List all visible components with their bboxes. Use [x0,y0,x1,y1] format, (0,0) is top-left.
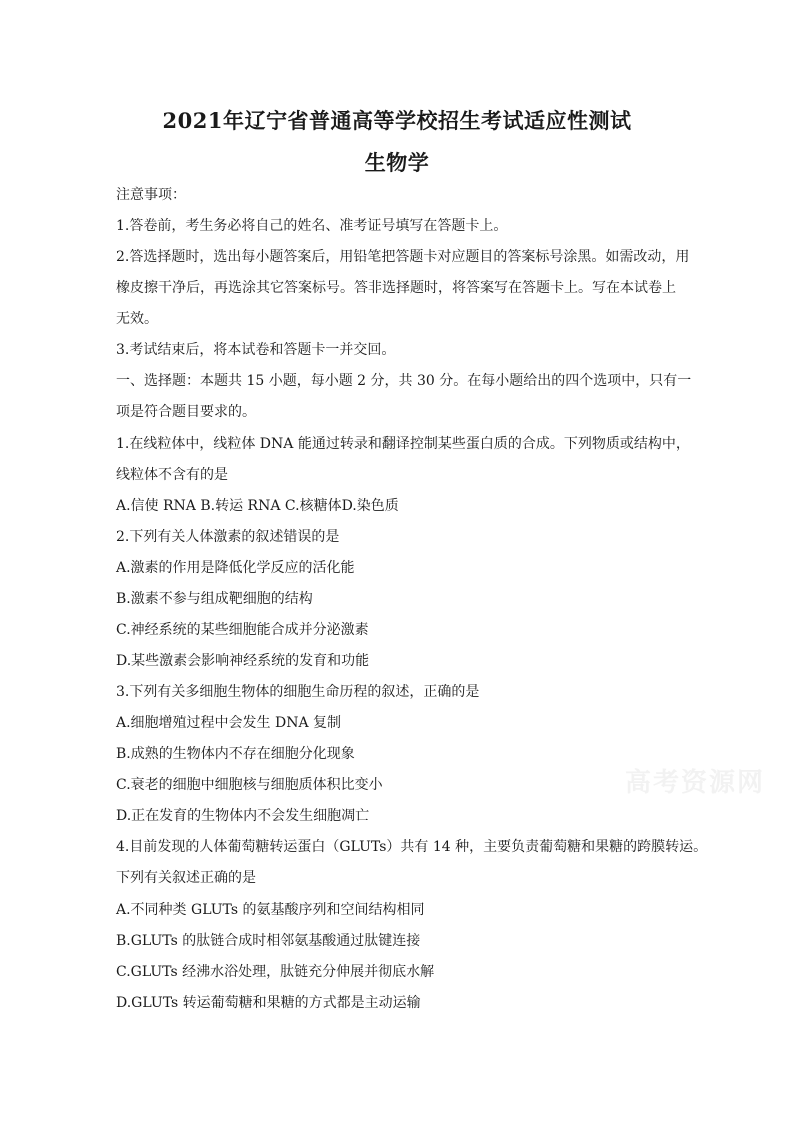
question-2-option-b: B.激素不参与组成靶细胞的结构 [116,591,313,607]
question-4-option-b: B.GLUTs 的肽链合成时相邻氨基酸通过肽键连接 [116,933,421,949]
question-1-stem-cont: 线粒体不含有的是 [116,467,228,483]
notice-heading: 注意事项： [116,187,186,203]
question-2-option-d: D.某些激素会影响神经系统的发育和功能 [116,653,370,669]
notice-item-2-end: 无效。 [116,311,158,327]
watermark: 高考资源网 [625,768,766,798]
question-4-stem: 4.目前发现的人体葡萄糖转运蛋白（GLUTs）共有 14 种，主要负责葡萄糖和果糖的跨膜转运。 [116,839,708,855]
question-3-option-c: C.衰老的细胞中细胞核与细胞质体积比变小 [116,777,383,793]
question-2-option-a: A.激素的作用是降低化学反应的活化能 [116,560,355,576]
question-2-option-c: C.神经系统的某些细胞能合成并分泌激素 [116,622,369,638]
question-1-stem: 1.在线粒体中，线粒体 DNA 能通过转录和翻译控制某些蛋白质的合成。下列物质或结构中， [116,436,690,452]
question-4-option-a: A.不同种类 GLUTs 的氨基酸序列和空间结构相同 [116,902,425,918]
section-heading: 一、选择题：本题共 15 小题，每小题 2 分，共 30 分。在每小题给出的四个选项中，只有一 [116,373,692,389]
question-2-stem: 2.下列有关人体激素的叙述错误的是 [116,529,340,545]
question-1-options: A.信使 RNA B.转运 RNA C.核糖体D.染色质 [116,498,399,514]
notice-item-1: 1.答卷前，考生务必将自己的姓名、准考证号填写在答题卡上。 [116,218,508,234]
notice-item-2-cont: 橡皮擦干净后，再选涂其它答案标号。答非选择题时，将答案写在答题卡上。写在本试卷上 [116,280,676,296]
question-3-option-a: A.细胞增殖过程中会发生 DNA 复制 [116,715,342,731]
question-3-option-b: B.成熟的生物体内不存在细胞分化现象 [116,746,355,762]
notice-item-3: 3.考试结束后，将本试卷和答题卡一并交回。 [116,342,396,358]
notice-item-2: 2.答选择题时，选出每小题答案后，用铅笔把答题卡对应题目的答案标号涂黑。如需改动，用 [116,249,690,265]
question-3-option-d: D.正在发育的生物体内不会发生细胞凋亡 [116,808,370,824]
question-4-option-c: C.GLUTs 经沸水浴处理，肽链充分伸展并彻底水解 [116,964,435,980]
question-4-option-d: D.GLUTs 转运葡萄糖和果糖的方式都是主动运输 [116,995,421,1011]
section-heading-cont: 项是符合题目要求的。 [116,404,256,420]
question-4-stem-cont: 下列有关叙述正确的是 [116,870,256,886]
exam-title: 2021年辽宁省普通高等学校招生考试适应性测试 [162,108,632,133]
question-3-stem: 3.下列有关多细胞生物体的细胞生命历程的叙述，正确的是 [116,684,480,700]
subject-title: 生物学 [364,150,430,175]
